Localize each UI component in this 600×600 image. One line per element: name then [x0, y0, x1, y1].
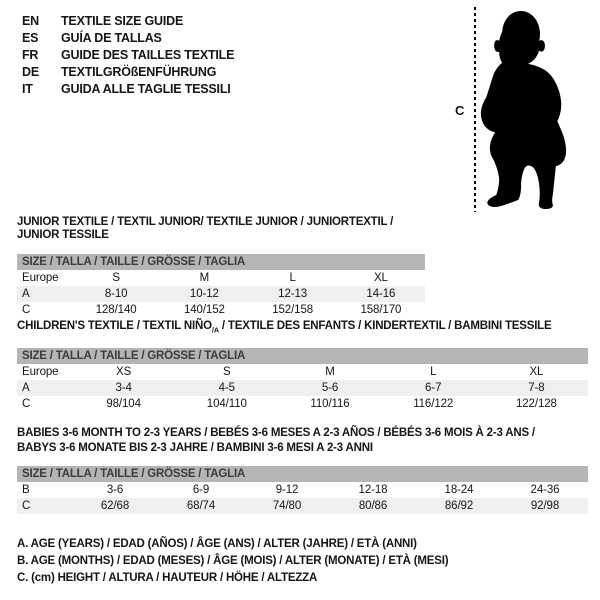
- row-label: C: [22, 304, 31, 316]
- table-title-text: BABYS 3-6 MONATE BIS 2-3 JAHRE / BAMBINI 3-6 MESI A 2-3 ANNI: [17, 442, 373, 454]
- table-row: [17, 364, 588, 380]
- table-row: [17, 380, 588, 396]
- row-value: M: [199, 272, 210, 284]
- row-label: A: [22, 288, 30, 300]
- table-row: [17, 270, 425, 286]
- row-label: C: [22, 500, 31, 512]
- size-table-section-children: [17, 320, 588, 412]
- footnote: C. (cm) HEIGHT / ALTURA / HAUTEUR / HÖHE / ALTEZZA: [17, 572, 318, 584]
- footnote: A. AGE (YEARS) / EDAD (AÑOS) / ÂGE (ANS) / ALTER (JAHRE) / ETÀ (ANNI): [17, 538, 417, 550]
- table-rows: [17, 364, 588, 412]
- language-title: GUIDE DES TAILLES TEXTILE: [61, 48, 235, 62]
- language-title: GUÍA DE TALLAS: [61, 31, 162, 45]
- row-value: S: [112, 272, 120, 284]
- row-label: A: [22, 382, 30, 395]
- language-code: IT: [22, 82, 33, 96]
- row-value: 128/140: [95, 304, 137, 316]
- height-measure-label: C: [455, 103, 465, 118]
- table-row: [17, 482, 588, 498]
- size-table-section-junior: [17, 216, 425, 318]
- language-code: EN: [22, 14, 39, 28]
- table-title-line: [17, 441, 588, 456]
- baby-silhouette-icon: [477, 8, 589, 212]
- row-value: 9-12: [275, 484, 299, 496]
- row-label: B: [22, 484, 30, 496]
- table-title-text: JUNIOR TEXTILE / TEXTIL JUNIOR/ TEXTILE JUNIOR / JUNIORTEXTIL / JUNIOR TESSILE: [17, 216, 394, 241]
- row-value: 98/104: [106, 398, 141, 411]
- table-title: [17, 426, 588, 456]
- table-title: [17, 216, 425, 242]
- table-title-line: [17, 216, 425, 242]
- row-value: L: [289, 272, 296, 284]
- table-rows: [17, 270, 425, 318]
- table-size-header: SIZE / TALLA / TAILLE / GRÖSSE / TAGLIA: [17, 466, 588, 482]
- row-value: 62/68: [100, 500, 130, 512]
- table-title: [17, 320, 588, 336]
- row-value: 74/80: [272, 500, 302, 512]
- row-value: 7-8: [528, 382, 545, 395]
- row-value: 158/170: [360, 304, 402, 316]
- language-row: [22, 81, 234, 98]
- row-label: Europe: [22, 272, 59, 284]
- table-title-text: / TEXTILE DES ENFANTS / KINDERTEXTIL / BAMBINI TESSILE: [218, 320, 552, 332]
- row-label: Europe: [22, 366, 59, 379]
- row-value: 14-16: [366, 288, 396, 300]
- row-value: 6-7: [425, 382, 442, 395]
- row-value: 68/74: [186, 500, 216, 512]
- row-value: 104/110: [206, 398, 247, 411]
- language-title: GUIDA ALLE TAGLIE TESSILI: [61, 82, 231, 96]
- row-value: XS: [116, 366, 132, 379]
- language-title: TEXTILE SIZE GUIDE: [61, 14, 184, 28]
- row-value: 4-5: [218, 382, 235, 395]
- table-rows: [17, 482, 588, 514]
- row-value: 6-9: [192, 484, 210, 496]
- size-table-section-babies: [17, 426, 588, 514]
- table-row: [17, 302, 425, 318]
- language-code: ES: [22, 31, 39, 45]
- row-value: 116/122: [413, 398, 454, 411]
- row-value: 10-12: [189, 288, 219, 300]
- row-value: 92/98: [530, 500, 560, 512]
- row-value: 18-24: [444, 484, 474, 496]
- row-value: L: [430, 366, 437, 379]
- row-value: 122/128: [515, 398, 557, 411]
- table-row: [17, 286, 425, 302]
- language-guide: [22, 13, 234, 98]
- row-value: 8-10: [104, 288, 128, 300]
- row-value: 24-36: [530, 484, 560, 496]
- row-value: 140/152: [183, 304, 225, 316]
- table-title-line: [17, 426, 588, 441]
- row-value: 3-4: [115, 382, 132, 395]
- table-title-text: CHILDREN'S TEXTILE / TEXTIL NIÑO: [17, 320, 212, 332]
- row-value: M: [325, 366, 335, 379]
- table-title-text: BABIES 3-6 MONTH TO 2-3 YEARS / BEBÉS 3-6 MESES A 2-3 AÑOS / BÉBÉS 3-6 MOIS À 2-3 ANS /: [17, 427, 535, 439]
- language-title: TEXTILGRÖßENFÜHRUNG: [61, 65, 217, 79]
- table-title-text: /A: [211, 325, 219, 335]
- row-value: 12-18: [358, 484, 388, 496]
- row-value: 152/158: [272, 304, 314, 316]
- language-row: [22, 30, 234, 47]
- row-value: 12-13: [278, 288, 308, 300]
- row-value: 86/92: [444, 500, 474, 512]
- table-row: [17, 396, 588, 412]
- row-value: XL: [529, 366, 544, 379]
- row-label: C: [22, 398, 31, 411]
- table-size-header: SIZE / TALLA / TAILLE / GRÖSSE / TAGLIA: [17, 254, 425, 270]
- row-value: XL: [373, 272, 388, 284]
- language-code: FR: [22, 48, 39, 62]
- row-value: 80/86: [358, 500, 388, 512]
- table-row: [17, 498, 588, 514]
- footnotes: [17, 536, 448, 587]
- row-value: 5-6: [321, 382, 339, 395]
- language-row: [22, 13, 234, 30]
- language-row: [22, 64, 234, 81]
- row-value: 110/116: [310, 398, 350, 411]
- height-measure-line: [474, 7, 476, 212]
- table-title-line: [17, 320, 588, 336]
- footnote: B. AGE (MONTHS) / EDAD (MESES) / ÂGE (MOIS) / ALTER (MONATE) / ETÀ (MESI): [17, 555, 449, 567]
- row-value: 3-6: [106, 484, 124, 496]
- language-row: [22, 47, 234, 64]
- language-code: DE: [22, 65, 39, 79]
- table-size-header: SIZE / TALLA / TAILLE / GRÖSSE / TAGLIA: [17, 348, 588, 364]
- row-value: S: [223, 366, 231, 379]
